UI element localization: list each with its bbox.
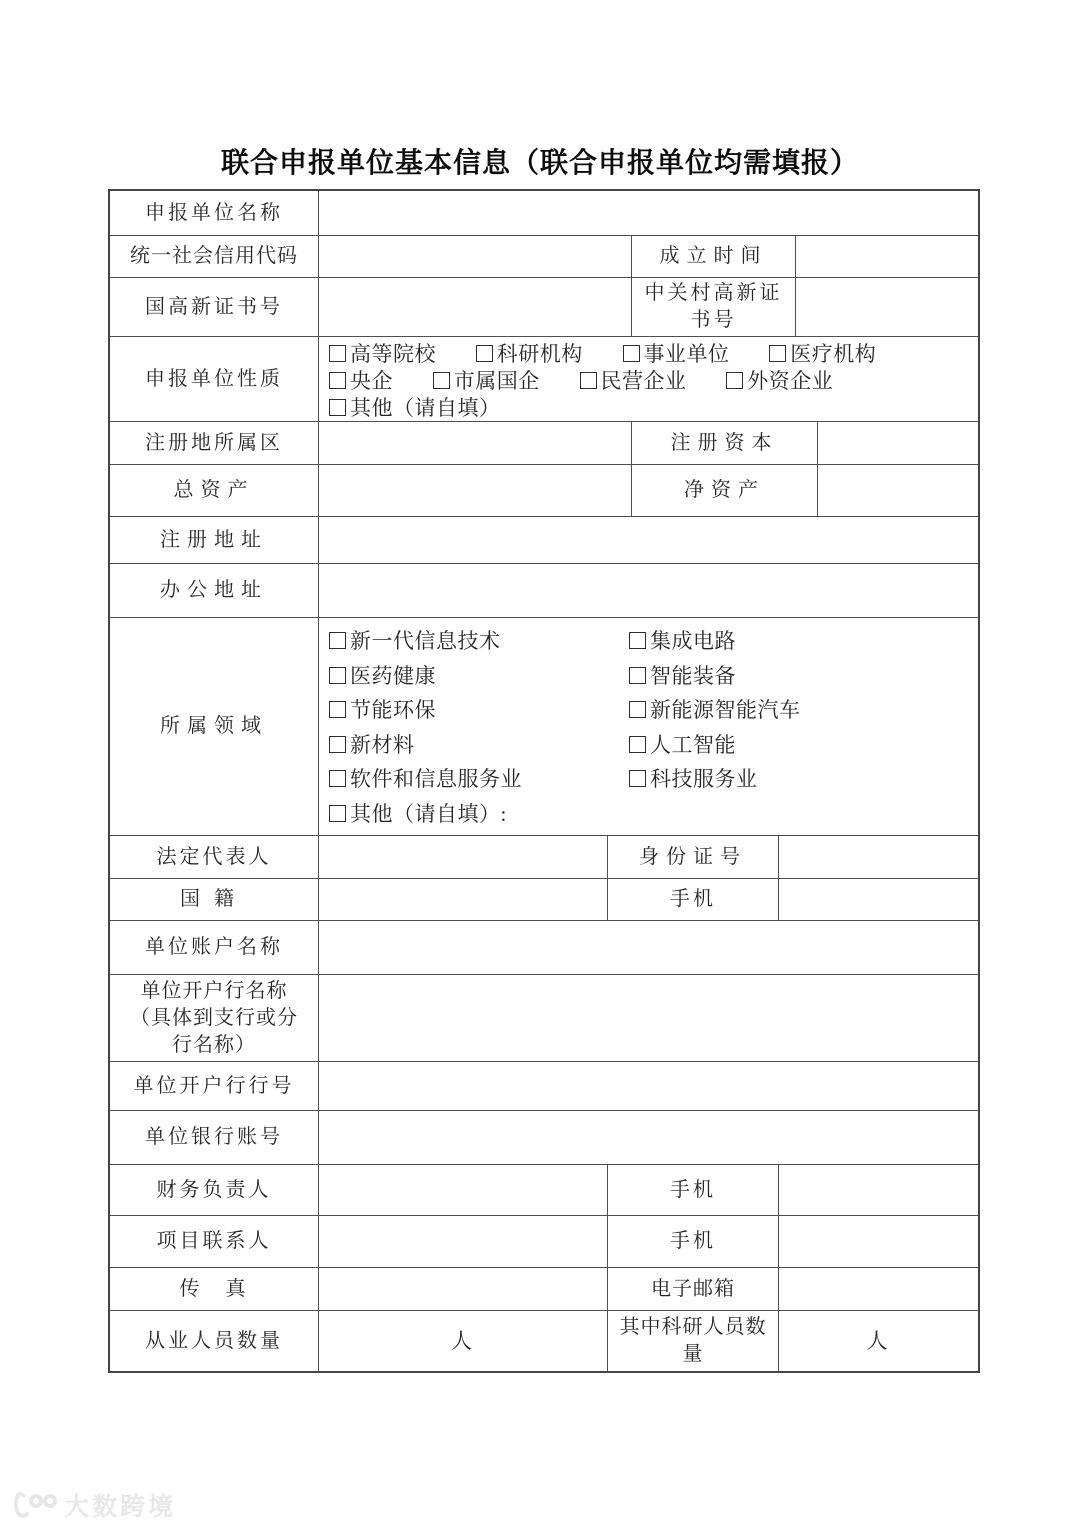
checkbox-icon (329, 770, 346, 787)
label-text: 财务负责人 (156, 1178, 272, 1201)
option-label: 科技服务业 (650, 767, 758, 791)
row-fax (110, 1267, 978, 1310)
label-text: 办公地址 (160, 579, 268, 601)
row-employee-count (110, 1310, 978, 1371)
label-text: 总资产 (173, 479, 255, 501)
label-text: 传 真 (179, 1277, 249, 1300)
option-label: 事业单位 (643, 342, 730, 366)
nationality-value-cell[interactable] (318, 879, 607, 920)
unit-name-label (110, 191, 318, 235)
unit-account-name-label (110, 921, 318, 974)
checkbox-option-field-other[interactable] (329, 797, 507, 832)
total-assets-label (110, 465, 318, 516)
mobile-value-cell[interactable] (778, 879, 978, 920)
row-registration-district (110, 421, 978, 464)
contact-mobile-label (607, 1216, 778, 1267)
row-legal-representative (110, 835, 978, 878)
national-hightech-cert-label (110, 278, 318, 336)
label-text: 注册地址 (160, 528, 268, 551)
row-nationality (110, 878, 978, 920)
label-text: 国高新证书号 (145, 295, 283, 318)
options-line (319, 728, 978, 763)
label-text: 注册地所属区 (145, 431, 283, 454)
option-label: 新一代信息技术 (350, 629, 501, 653)
national-hightech-cert-value-cell[interactable] (318, 278, 631, 336)
label-text: 成立时间 (659, 245, 768, 267)
unit-bank-account-value-cell[interactable] (318, 1111, 978, 1164)
checkbox-icon (329, 736, 346, 753)
label-text: 其中科研人员数量 (619, 1316, 767, 1365)
checkbox-option-nature-other[interactable] (329, 395, 501, 422)
page-title: 联合申报单位基本信息（联合申报单位均需填报） (220, 147, 859, 178)
option-label: 央企 (350, 369, 393, 393)
id-number-label (607, 836, 778, 878)
label-text: 单位账户名称 (145, 936, 283, 958)
label-text: 所属领域 (160, 715, 268, 737)
option-label: 医药健康 (350, 663, 436, 688)
registration-district-label (110, 422, 318, 464)
zhongguancun-hightech-cert-label (631, 278, 795, 336)
checkbox-icon (629, 632, 646, 649)
establishment-date-label (631, 236, 795, 277)
checkbox-option-smart-equipment[interactable] (629, 659, 736, 694)
net-assets-label (631, 465, 817, 516)
options-line (319, 693, 978, 728)
watermark-brand-text: 大数跨境 (64, 1493, 177, 1521)
options-line (329, 395, 974, 422)
checkbox-icon (629, 701, 646, 718)
checkbox-option-university[interactable] (329, 341, 436, 368)
checkbox-icon (329, 701, 346, 718)
checkbox-option-foreign-enterprise[interactable] (726, 368, 833, 395)
option-label: 其他（请自填） (350, 396, 501, 420)
label-text: 电子邮箱 (651, 1277, 735, 1300)
row-unit-bank-account (110, 1110, 978, 1164)
label-text: 手机 (670, 1178, 716, 1201)
social-credit-code-label (110, 236, 318, 277)
options-line (319, 762, 978, 797)
checkbox-option-new-materials[interactable] (329, 728, 415, 763)
total-assets-value-cell[interactable] (318, 465, 631, 516)
checkbox-option-municipal-soe[interactable] (433, 368, 540, 395)
option-label: 外资企业 (747, 369, 834, 393)
label-text: 注册资本 (670, 431, 779, 454)
label-text: 手机 (670, 1230, 716, 1252)
row-unit-bank-branch-name (110, 974, 978, 1061)
row-industry-field (110, 617, 978, 835)
row-project-contact (110, 1215, 978, 1267)
options-line (319, 797, 978, 832)
project-contact-label (110, 1216, 318, 1267)
checkbox-option-central-soe[interactable] (329, 368, 393, 395)
checkbox-option-new-energy-smart-vehicles[interactable] (629, 693, 801, 728)
dashukuajing-logo-icon (12, 1489, 58, 1521)
checkbox-option-software-info-services[interactable] (329, 762, 522, 797)
employee-count-label (110, 1311, 318, 1371)
net-assets-value-cell[interactable] (817, 465, 978, 516)
row-registered-address (110, 516, 978, 563)
label-text: 净资产 (684, 479, 765, 501)
label-text: 统一社会信用代码 (130, 245, 298, 267)
label-text: 申报单位性质 (145, 367, 283, 390)
checkbox-option-pharma-health[interactable] (329, 659, 436, 694)
checkbox-icon (433, 372, 450, 389)
checkbox-option-public-institution[interactable] (623, 341, 730, 368)
office-address-value-cell[interactable] (318, 564, 978, 617)
fax-value-cell[interactable] (318, 1268, 607, 1310)
applicant-info-table (108, 189, 980, 1373)
unit-name-value-cell[interactable] (318, 191, 978, 235)
finance-mobile-value-cell[interactable] (778, 1165, 978, 1215)
option-label: 新材料 (350, 732, 415, 757)
label-text: 中关村高新证书号 (644, 282, 783, 331)
checkbox-option-integrated-circuits[interactable] (629, 624, 736, 659)
registered-address-label (110, 517, 318, 563)
row-unit-nature (110, 336, 978, 421)
label-text: 国籍 (180, 888, 248, 910)
registered-address-value-cell[interactable] (318, 517, 978, 563)
label-text: 法定代表人 (156, 845, 272, 868)
registration-district-value-cell[interactable] (318, 422, 631, 464)
checkbox-option-artificial-intelligence[interactable] (629, 728, 736, 763)
label-text: 单位开户行行号 (133, 1074, 295, 1097)
checkbox-option-tech-services[interactable] (629, 762, 758, 797)
option-label: 软件和信息服务业 (350, 767, 522, 791)
fax-label (110, 1268, 318, 1310)
options-line (329, 341, 974, 368)
label-text: 从业人员数量 (145, 1329, 283, 1352)
option-label: 智能装备 (650, 663, 736, 688)
row-office-address (110, 563, 978, 617)
employee-count-value-cell[interactable]: 人 (318, 1311, 607, 1371)
option-label: 节能环保 (350, 698, 436, 722)
checkbox-option-private-enterprise[interactable] (580, 368, 687, 395)
checkbox-icon (629, 770, 646, 787)
checkbox-icon (476, 345, 493, 362)
option-label: 集成电路 (650, 629, 736, 653)
label-text: 申报单位名称 (145, 201, 283, 224)
option-label: 民营企业 (600, 369, 687, 393)
checkbox-option-medical-institution[interactable] (769, 341, 876, 368)
label-text: 单位开户行名称（具体到支行或分行名称） (130, 979, 298, 1056)
office-address-label (110, 564, 318, 617)
unit-bank-branch-code-label (110, 1062, 318, 1110)
research-staff-count-value-cell[interactable]: 人 (778, 1311, 978, 1371)
checkbox-icon (769, 345, 786, 362)
unit-bank-branch-code-value-cell[interactable] (318, 1062, 978, 1110)
research-staff-count-label (607, 1311, 778, 1371)
options-line (319, 624, 978, 659)
option-label: 医疗机构 (790, 342, 877, 366)
unit-account-name-value-cell[interactable] (318, 921, 978, 974)
social-credit-code-value-cell[interactable] (318, 236, 631, 277)
row-unit-name (110, 191, 978, 235)
label-text: 手机 (670, 888, 716, 910)
contact-mobile-value-cell[interactable] (778, 1216, 978, 1267)
checkbox-icon (623, 345, 640, 362)
email-label (607, 1268, 778, 1310)
label-text: 身份证号 (639, 845, 747, 868)
unit-nature-label (110, 337, 318, 421)
checkbox-option-research-institute[interactable] (476, 341, 583, 368)
checkbox-icon (329, 345, 346, 362)
registered-capital-value-cell[interactable] (817, 422, 978, 464)
industry-field-label (110, 618, 318, 835)
checkbox-icon (329, 632, 346, 649)
row-finance-director (110, 1164, 978, 1215)
option-label: 人工智能 (650, 732, 736, 757)
email-value-cell[interactable] (778, 1268, 978, 1310)
checkbox-icon (726, 372, 743, 389)
row-unit-bank-branch-code (110, 1061, 978, 1110)
checkbox-icon (329, 399, 346, 416)
unit-nature-options (318, 337, 978, 421)
option-label: 新能源智能汽车 (650, 698, 801, 722)
row-hightech-cert (110, 277, 978, 336)
row-total-assets (110, 464, 978, 516)
zhongguancun-hightech-cert-value-cell[interactable] (795, 278, 978, 336)
label-text: 单位银行账号 (145, 1126, 283, 1148)
legal-representative-value-cell[interactable] (318, 836, 607, 878)
finance-director-label (110, 1165, 318, 1215)
finance-director-value-cell[interactable] (318, 1165, 607, 1215)
checkbox-option-energy-saving[interactable] (329, 693, 436, 728)
checkbox-icon (580, 372, 597, 389)
row-social-credit-code (110, 235, 978, 277)
id-number-value-cell[interactable] (778, 836, 978, 878)
checkbox-icon (329, 805, 346, 822)
options-line (319, 659, 978, 694)
legal-representative-label (110, 836, 318, 878)
unit-bank-branch-name-value-cell[interactable] (318, 975, 978, 1061)
mobile-label (607, 879, 778, 920)
unit-bank-branch-name-label (110, 975, 318, 1061)
finance-mobile-label (607, 1165, 778, 1215)
establishment-date-value-cell[interactable] (795, 236, 978, 277)
option-label: 其他（请自填）: (350, 801, 507, 826)
row-unit-account-name (110, 920, 978, 974)
options-line (329, 368, 974, 395)
checkbox-icon (329, 667, 346, 684)
checkbox-icon (629, 667, 646, 684)
option-label: 市属国企 (453, 369, 540, 393)
project-contact-value-cell[interactable] (318, 1216, 607, 1267)
option-label: 高等院校 (350, 342, 436, 366)
option-label: 科研机构 (496, 342, 583, 366)
checkbox-icon (629, 736, 646, 753)
unit-bank-account-label (110, 1111, 318, 1164)
nationality-label (110, 879, 318, 920)
industry-field-options (318, 618, 978, 835)
checkbox-icon (329, 372, 346, 389)
label-text: 项目联系人 (156, 1230, 272, 1252)
checkbox-option-next-gen-it[interactable] (329, 624, 501, 659)
registered-capital-label (631, 422, 817, 464)
watermark (12, 1487, 176, 1523)
